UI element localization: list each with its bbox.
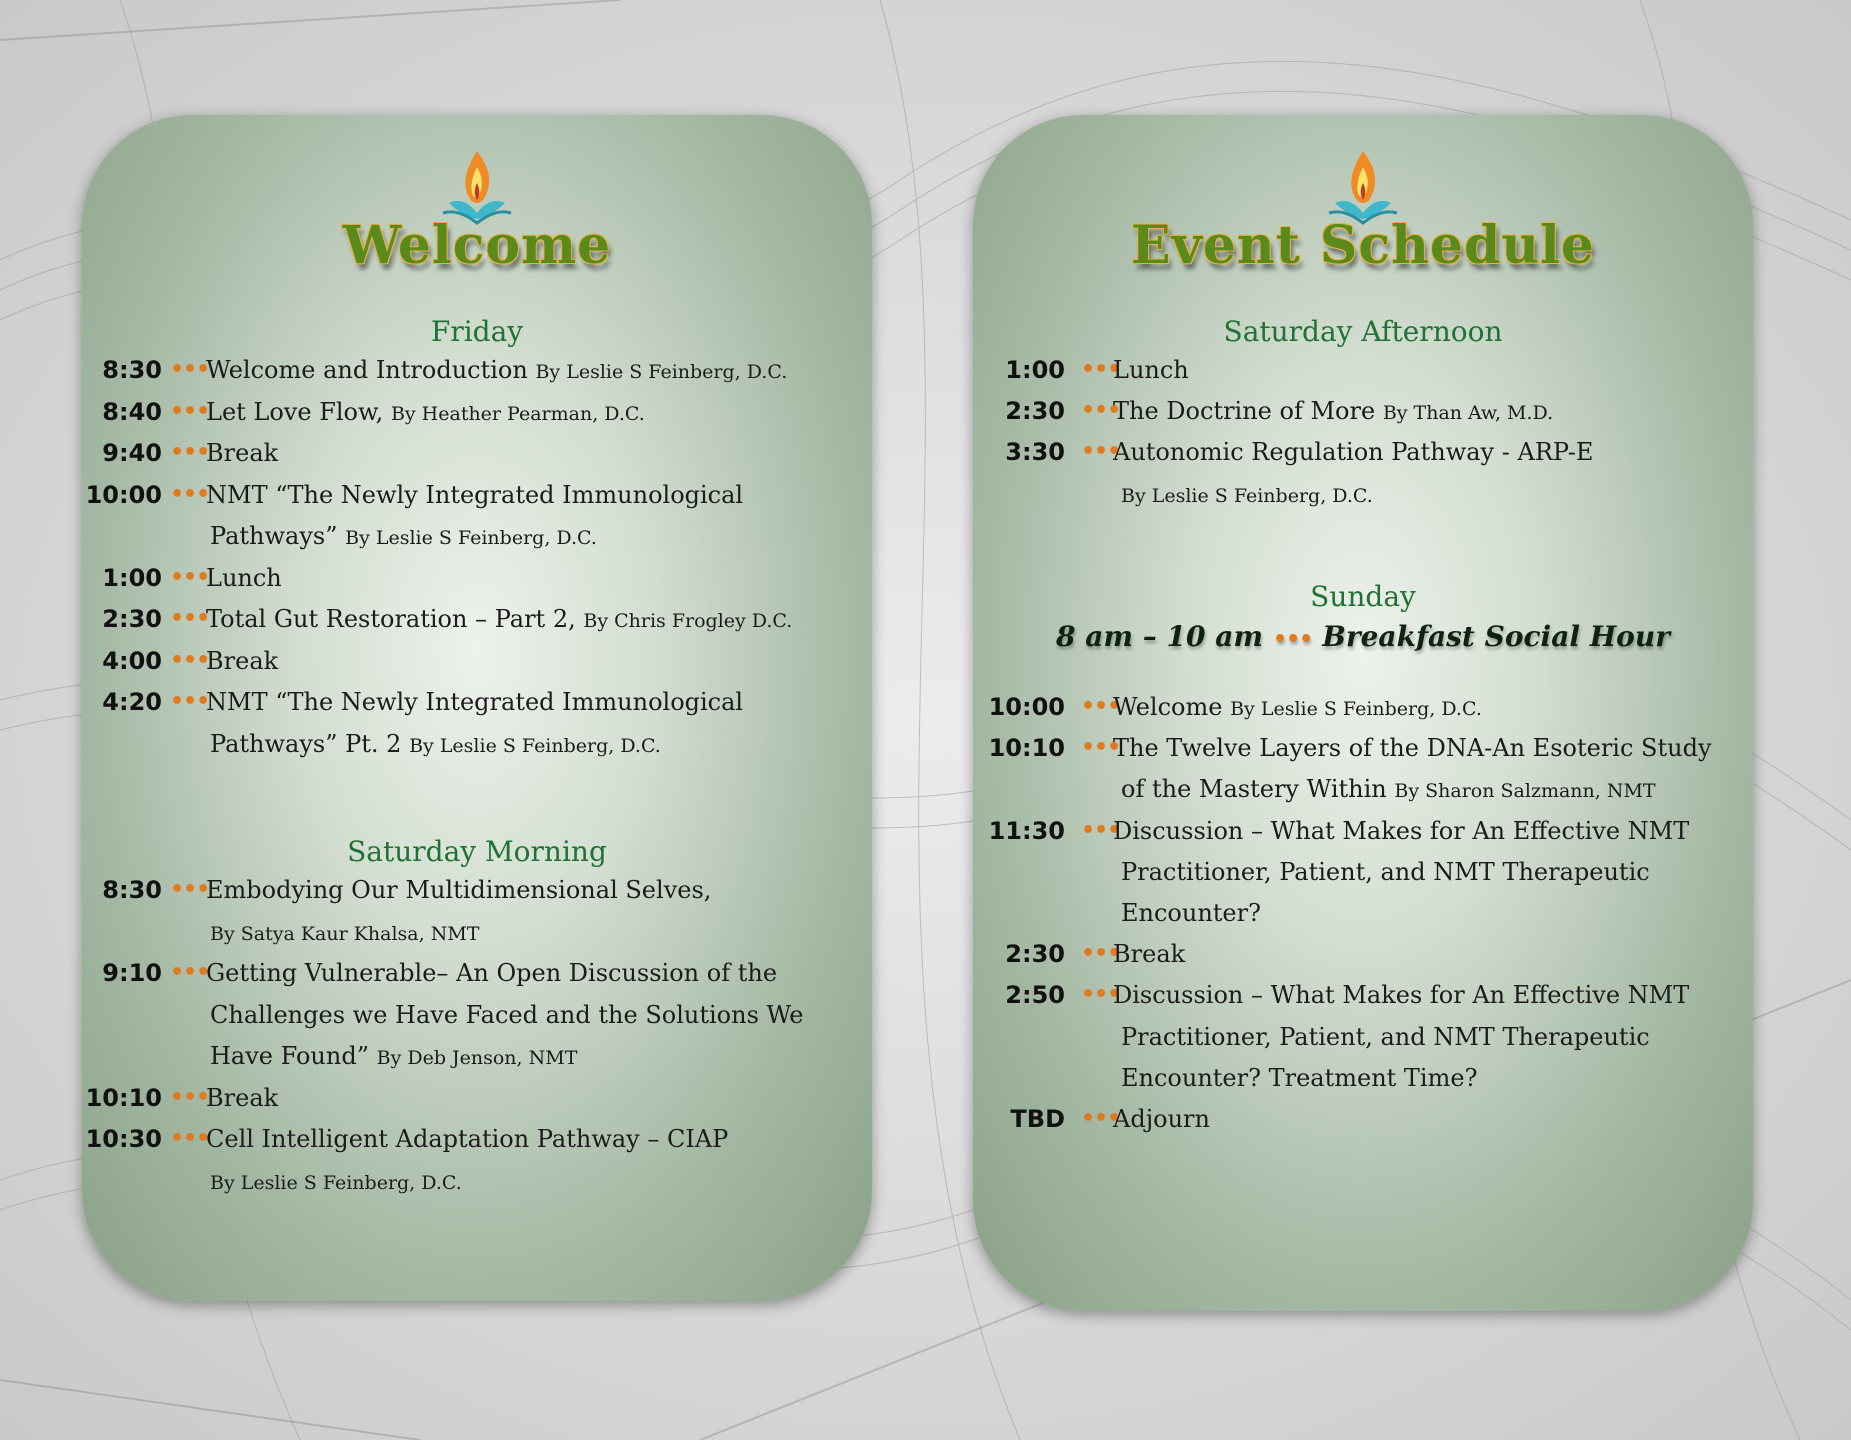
item-time: 4:20 <box>102 688 162 716</box>
item-text <box>1113 393 1553 431</box>
item-title: NMT “The Newly Integrated Immunological <box>206 480 744 509</box>
item-presenter: By Heather Pearman, D.C. <box>390 402 645 425</box>
schedule-item-continuation <box>973 476 1753 512</box>
schedule-item <box>82 435 872 471</box>
item-time: 2:30 <box>102 605 162 633</box>
schedule-item <box>82 955 872 991</box>
welcome-panel <box>82 115 872 1301</box>
item-text <box>206 684 743 720</box>
item-text <box>1121 476 1373 514</box>
item-time: 2:30 <box>1005 397 1065 426</box>
item-title: Cell Intelligent Adaptation Pathway – CIAP <box>206 1125 729 1153</box>
item-text <box>210 1038 577 1076</box>
item-title: Pathways” Pt. 2 <box>210 729 402 758</box>
item-text <box>206 394 645 432</box>
item-time: 11:30 <box>988 816 1065 845</box>
item-title: Practitioner, Patient, and NMT Therapeutic <box>1121 1022 1650 1051</box>
schedule-item-continuation <box>82 726 872 762</box>
item-text <box>1121 854 1650 890</box>
item-title: of the Mastery Within <box>1121 775 1387 804</box>
item-title: Lunch <box>1113 356 1189 384</box>
schedule-item <box>973 977 1753 1013</box>
item-title: Encounter? <box>1121 899 1261 927</box>
social-label: Breakfast Social Hour <box>1322 620 1670 653</box>
social-time: 8 am – 10 am <box>1056 620 1264 653</box>
item-text <box>210 997 803 1033</box>
item-title: Discussion – What Makes for An Effective NMT <box>1113 816 1690 845</box>
schedule-item <box>82 352 872 388</box>
separator-dots: ••• <box>170 481 210 507</box>
item-title: Welcome and Introduction <box>206 356 528 384</box>
item-text <box>1113 730 1712 766</box>
separator-dots: ••• <box>1081 357 1121 382</box>
item-time: 8:40 <box>102 397 162 426</box>
item-time: 10:10 <box>988 734 1065 763</box>
item-text <box>206 435 278 471</box>
schedule-item-continuation <box>973 895 1753 931</box>
section-heading: Saturday Afternoon <box>1223 315 1503 348</box>
section-heading: Friday <box>430 315 524 348</box>
item-title: Getting Vulnerable– An Open Discussion of the <box>206 959 778 987</box>
schedule-item <box>82 872 872 908</box>
item-title: The Twelve Layers of the DNA-An Esoteric Study <box>1113 734 1712 763</box>
item-time: 10:00 <box>85 480 162 509</box>
item-presenter: By Satya Kaur Khalsa, NMT <box>210 922 480 945</box>
item-presenter: By Leslie S Feinberg, D.C. <box>1230 698 1482 720</box>
schedule-item-continuation <box>973 1060 1753 1096</box>
separator-dots: ••• <box>1273 627 1313 652</box>
schedule-item <box>973 936 1753 972</box>
separator-dots: ••• <box>170 440 210 465</box>
separator-dots: ••• <box>1081 398 1121 424</box>
separator-dots: ••• <box>170 1084 210 1110</box>
item-title: Welcome <box>1113 693 1223 721</box>
section-heading: Saturday Morning <box>347 835 607 868</box>
item-time: 8:30 <box>102 876 162 904</box>
separator-dots: ••• <box>170 647 210 673</box>
separator-dots: ••• <box>1081 982 1121 1008</box>
schedule-item-continuation <box>82 914 872 950</box>
schedule-item <box>973 393 1753 429</box>
schedule-item <box>973 813 1753 849</box>
item-text <box>206 872 711 908</box>
item-presenter: By Than Aw, M.D. <box>1382 402 1554 425</box>
item-presenter: By Leslie S Feinberg, D.C. <box>409 734 661 757</box>
item-text <box>206 560 282 596</box>
item-time: 2:50 <box>1005 981 1065 1010</box>
item-title: Discussion – What Makes for An Effective NMT <box>1113 981 1690 1010</box>
schedule-item <box>82 601 872 637</box>
item-time: 10:00 <box>988 693 1065 721</box>
item-title: Have Found” <box>210 1042 369 1070</box>
schedule-item <box>82 1080 872 1116</box>
item-title: Break <box>206 646 279 675</box>
item-text <box>206 955 777 991</box>
schedule-item-continuation <box>82 518 872 554</box>
item-text <box>206 352 787 390</box>
item-text <box>1121 895 1261 931</box>
section-heading: Sunday <box>1310 580 1416 613</box>
schedule-item <box>82 560 872 596</box>
separator-dots: ••• <box>170 689 210 714</box>
item-presenter: By Leslie S Feinberg, D.C. <box>1121 484 1373 507</box>
item-text <box>210 1163 462 1201</box>
item-time: 10:10 <box>85 1083 162 1112</box>
schedule-item <box>973 689 1753 725</box>
panel-title: Welcome <box>342 215 612 276</box>
item-title: Break <box>1113 940 1186 969</box>
item-text <box>1113 936 1185 972</box>
separator-dots: ••• <box>170 357 210 382</box>
item-text <box>1113 977 1689 1013</box>
item-text <box>210 914 479 952</box>
separator-dots: ••• <box>170 877 210 902</box>
item-text <box>210 518 597 556</box>
separator-dots: ••• <box>170 960 210 985</box>
schedule-item <box>973 1101 1753 1137</box>
separator-dots: ••• <box>1081 1106 1121 1131</box>
schedule-item <box>82 394 872 430</box>
item-time: 1:00 <box>1005 356 1065 384</box>
item-time: TBD <box>1010 1105 1065 1133</box>
breakfast-social-hour <box>973 620 1753 653</box>
item-presenter: By Leslie S Feinberg, D.C. <box>535 361 788 383</box>
separator-dots: ••• <box>1081 735 1121 761</box>
item-text <box>1121 1019 1650 1055</box>
schedule-item-continuation <box>82 997 872 1033</box>
item-time: 1:00 <box>102 563 162 592</box>
panel-title: Event Schedule <box>1131 215 1595 276</box>
item-text <box>210 726 661 764</box>
schedule-item <box>973 352 1753 388</box>
item-title: Adjourn <box>1113 1105 1210 1133</box>
item-time: 9:10 <box>102 959 162 987</box>
separator-dots: ••• <box>170 606 210 631</box>
item-title: Challenges we Have Faced and the Solutions We <box>210 1000 804 1029</box>
schedule-item-continuation <box>973 854 1753 890</box>
schedule-item <box>973 730 1753 766</box>
schedule-item <box>82 643 872 679</box>
schedule-item <box>82 1121 872 1157</box>
item-presenter: By Leslie S Feinberg, D.C. <box>210 1171 462 1194</box>
item-time: 9:40 <box>102 439 162 467</box>
item-text <box>206 1121 728 1157</box>
item-time: 10:30 <box>85 1125 162 1153</box>
item-title: Autonomic Regulation Pathway - ARP-E <box>1113 438 1594 467</box>
schedule-item-continuation <box>973 771 1753 807</box>
item-title: Practitioner, Patient, and NMT Therapeutic <box>1121 857 1650 886</box>
separator-dots: ••• <box>170 1126 210 1151</box>
item-text <box>206 477 743 513</box>
item-title: The Doctrine of More <box>1113 397 1376 426</box>
item-text <box>1113 434 1593 470</box>
item-text <box>1113 1101 1210 1137</box>
item-title: Embodying Our Multidimensional Selves, <box>206 876 712 904</box>
item-text <box>1113 352 1189 388</box>
item-title: Let Love Flow, <box>206 397 384 426</box>
schedule-item <box>82 684 872 720</box>
item-title: Total Gut Restoration – Part 2, <box>206 605 576 633</box>
item-time: 8:30 <box>102 356 162 384</box>
schedule-item-continuation <box>82 1163 872 1199</box>
schedule-item-continuation <box>973 1019 1753 1055</box>
schedule-item <box>973 434 1753 470</box>
separator-dots: ••• <box>1081 941 1121 967</box>
item-title: Encounter? Treatment Time? <box>1121 1063 1478 1092</box>
separator-dots: ••• <box>170 564 210 590</box>
schedule-item-continuation <box>82 1038 872 1074</box>
event-schedule-panel <box>973 115 1753 1311</box>
item-time: 4:00 <box>102 646 162 675</box>
item-presenter: By Deb Jenson, NMT <box>376 1047 578 1069</box>
item-title: Break <box>206 439 279 467</box>
separator-dots: ••• <box>170 398 210 424</box>
separator-dots: ••• <box>1081 694 1121 719</box>
item-text <box>206 1080 278 1116</box>
item-time: 2:30 <box>1005 940 1065 969</box>
item-text <box>206 601 792 639</box>
item-title: Lunch <box>206 563 282 592</box>
item-presenter: By Leslie S Feinberg, D.C. <box>345 527 597 549</box>
item-presenter: By Chris Frogley D.C. <box>583 610 793 632</box>
item-text <box>1121 1060 1477 1096</box>
item-presenter: By Sharon Salzmann, NMT <box>1394 780 1656 803</box>
item-title: Break <box>206 1083 279 1112</box>
separator-dots: ••• <box>1081 439 1121 465</box>
item-time: 3:30 <box>1005 438 1065 467</box>
item-text <box>1113 813 1689 849</box>
schedule-item <box>82 477 872 513</box>
item-title: NMT “The Newly Integrated Immunological <box>206 688 744 716</box>
item-text <box>1113 689 1482 727</box>
item-title: Pathways” <box>210 522 338 550</box>
item-text <box>1121 771 1656 809</box>
separator-dots: ••• <box>1081 817 1121 843</box>
item-text <box>206 643 278 679</box>
